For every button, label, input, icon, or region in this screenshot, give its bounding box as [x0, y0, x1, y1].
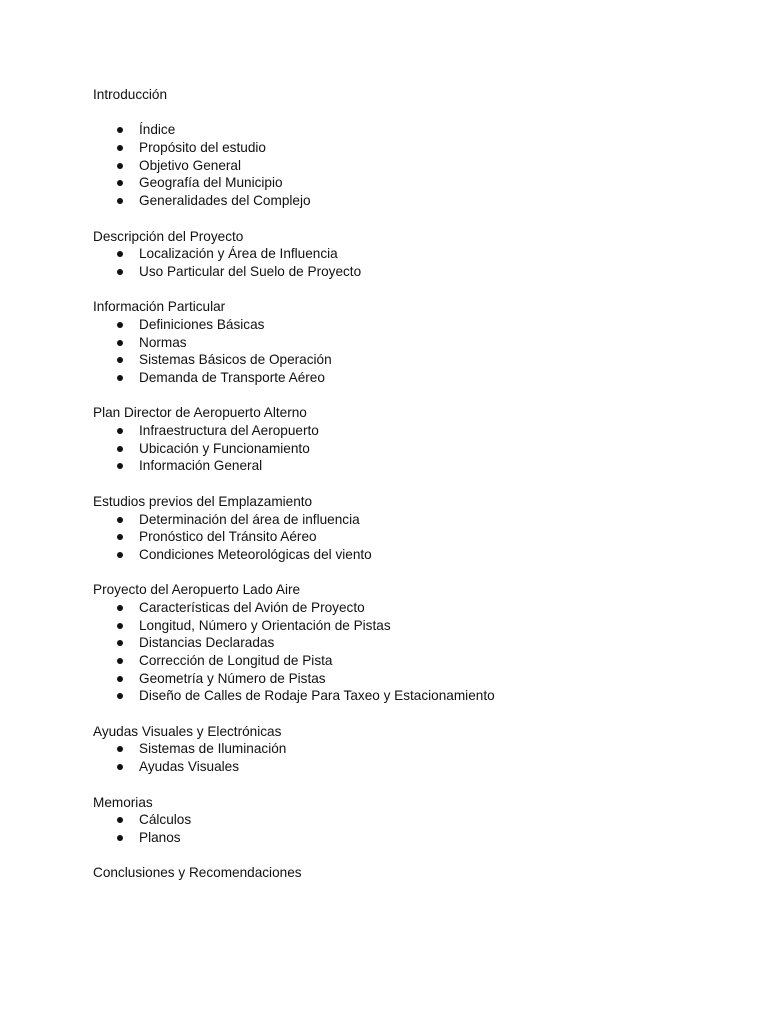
bullet-list [93, 245, 733, 280]
section-heading: Conclusiones y Recomendaciones [93, 865, 302, 881]
list-item-text: Planos [139, 829, 181, 845]
list-item [93, 263, 733, 281]
list-item-text: Demanda de Transporte Aéreo [139, 370, 325, 385]
list-item-text: Ubicación y Funcionamiento [139, 440, 310, 456]
list-item-text: Cálculos [139, 812, 192, 828]
bullet-icon [117, 605, 123, 611]
bullet-list [93, 121, 733, 209]
list-item-text: Corrección de Longitud de Pista [139, 653, 333, 668]
list-item [93, 634, 733, 652]
bullet-icon [117, 463, 123, 469]
bullet-icon [117, 658, 123, 664]
outline-section [93, 723, 733, 794]
list-item [93, 334, 733, 352]
list-item-text: Características del Avión de Proyecto [139, 599, 365, 615]
list-item [93, 192, 733, 210]
list-item [93, 351, 733, 369]
list-item-text: Geometría y Número de Pistas [139, 670, 326, 686]
list-item-text: Distancias Declaradas [139, 635, 275, 651]
list-item [93, 369, 733, 387]
bullet-icon [117, 375, 123, 381]
list-item [93, 511, 733, 529]
bullet-icon [117, 693, 123, 699]
bullet-icon [117, 764, 123, 770]
section-heading: Descripción del Proyecto [93, 228, 244, 244]
section-heading: Memorias [93, 794, 153, 810]
list-item-text: Normas [139, 334, 187, 350]
list-item [93, 440, 733, 458]
bullet-icon [117, 340, 123, 346]
bullet-icon [117, 676, 123, 682]
list-item-text: Condiciones Meteorológicas del viento [139, 546, 372, 562]
bullet-icon [117, 534, 123, 540]
list-item [93, 617, 733, 635]
bullet-icon [117, 180, 123, 186]
bullet-list [93, 422, 733, 475]
list-item-text: Índice [139, 122, 176, 138]
section-heading: Estudios previos del Emplazamiento [93, 493, 313, 509]
list-item [93, 245, 733, 263]
section-heading: Introducción [93, 87, 168, 102]
list-item-text: Localización y Área de Influencia [139, 246, 338, 262]
bullet-list [93, 316, 733, 387]
list-item [93, 121, 733, 139]
list-item [93, 758, 733, 776]
list-item [93, 528, 733, 546]
bullet-icon [117, 817, 123, 823]
outline-section [93, 298, 733, 404]
list-item-text: Objetivo General [139, 157, 242, 173]
bullet-icon [117, 835, 123, 841]
list-item-text: Determinación del área de influencia [139, 511, 360, 527]
section-heading: Plan Director de Aeropuerto Alterno [93, 405, 307, 421]
bullet-icon [117, 357, 123, 363]
list-item-text: Diseño de Calles de Rodaje Para Taxeo y Estacionamiento [139, 688, 495, 704]
bullet-icon [117, 623, 123, 629]
list-item-text: Definiciones Básicas [139, 316, 265, 332]
list-item-text: Sistemas Básicos de Operación [139, 352, 332, 368]
list-item-text: Ayudas Visuales [139, 759, 240, 775]
list-item [93, 546, 733, 564]
section-heading: Proyecto del Aeropuerto Lado Aire [93, 582, 301, 598]
bullet-list [93, 511, 733, 564]
list-item [93, 457, 733, 475]
list-item-text: Longitud, Número y Orientación de Pistas [139, 617, 391, 633]
bullet-icon [117, 145, 123, 151]
list-item [93, 687, 733, 705]
list-item [93, 652, 733, 670]
bullet-icon [117, 428, 123, 434]
section-heading: Información Particular [93, 299, 226, 315]
bullet-list [93, 599, 733, 705]
outline-section [93, 228, 733, 299]
outline-section [93, 404, 733, 492]
bullet-icon [117, 269, 123, 275]
bullet-icon [117, 251, 123, 257]
bullet-icon [117, 746, 123, 752]
outline-section [93, 794, 733, 865]
bullet-list [93, 811, 733, 846]
list-item-text: Pronóstico del Tránsito Aéreo [139, 529, 317, 545]
bullet-icon [117, 163, 123, 169]
outline-section [93, 581, 733, 723]
bullet-icon [117, 552, 123, 558]
list-item [93, 174, 733, 192]
list-item [93, 316, 733, 334]
list-item [93, 157, 733, 175]
bullet-icon [117, 517, 123, 523]
list-item [93, 670, 733, 688]
list-item-text: Infraestructura del Aeropuerto [139, 423, 319, 439]
list-item [93, 811, 733, 829]
list-item [93, 139, 733, 157]
list-item-text: Información General [139, 458, 263, 474]
bullet-icon [117, 127, 123, 133]
section-heading: Ayudas Visuales y Electrónicas [93, 723, 282, 739]
bullet-icon [117, 198, 123, 204]
list-item [93, 740, 733, 758]
list-item [93, 829, 733, 847]
bullet-icon [117, 322, 123, 328]
table-of-contents [93, 86, 733, 882]
list-item-text: Generalidades del Complejo [139, 193, 311, 209]
bullet-list [93, 740, 733, 775]
list-item-text: Propósito del estudio [139, 140, 266, 156]
bullet-icon [117, 446, 123, 452]
list-item [93, 422, 733, 440]
outline-section [93, 493, 733, 581]
outline-section [93, 86, 733, 228]
list-item [93, 599, 733, 617]
bullet-icon [117, 640, 123, 646]
list-item-text: Uso Particular del Suelo de Proyecto [139, 263, 362, 279]
outline-section [93, 864, 733, 882]
list-item-text: Geografía del Municipio [139, 175, 283, 191]
list-item-text: Sistemas de Iluminación [139, 741, 287, 757]
